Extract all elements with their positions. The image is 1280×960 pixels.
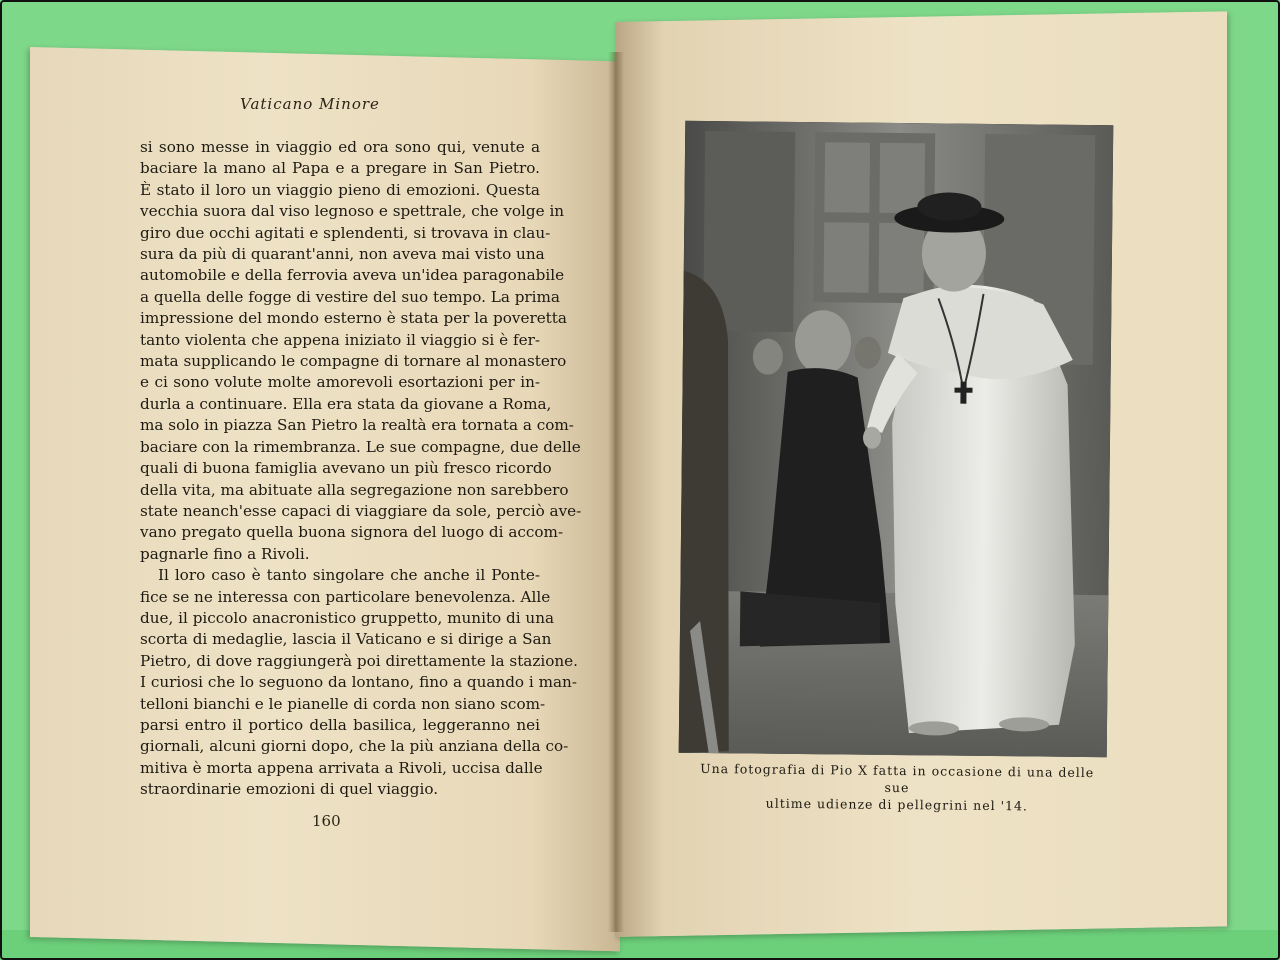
text-line: pagnarle fino a Rivoli.: [140, 544, 310, 563]
body-text: [140, 137, 582, 801]
text-line: fice se ne interessa con particolare benevolenza. Alle: [140, 587, 551, 606]
text-line: mata supplicando le compagne di tornare al monastero: [140, 352, 567, 371]
text-line: ma solo in piazza San Pietro la realtà era tornata a com-: [140, 416, 574, 435]
pope-photograph: [679, 121, 1114, 757]
text-line: automobile e della ferrovia aveva un'idea paragonabile: [140, 266, 565, 285]
text-line: vano pregato quella buona signora del luogo di accom-: [140, 523, 564, 542]
text-line: scorta di medaglie, lascia il Vaticano e si dirige a San: [140, 630, 552, 649]
text-line: parsi entro il portico della basilica, leggeranno nei: [140, 715, 540, 734]
text-line: straordinarie emozioni di quel viaggio.: [140, 780, 439, 799]
caption-line: ultime udienze di pellegrini nel '14.: [765, 795, 1029, 814]
book-gutter: [608, 52, 624, 932]
text-line: baciare la mano al Papa e a pregare in San Pietro.: [140, 159, 540, 178]
text-line: telloni bianchi e le pianelle di corda non siano scom-: [140, 694, 546, 713]
photograph-illustration: [679, 121, 1114, 757]
text-line: impressione del mondo esterno è stata per la poveretta: [140, 309, 567, 328]
text-line: giro due occhi agitati e splendenti, si trovava in clau-: [140, 223, 551, 242]
text-line: mitiva è morta appena arrivata a Rivoli, uccisa dalle: [140, 758, 543, 777]
text-line: della vita, ma abituate alla segregazione non sarebbero: [140, 480, 569, 499]
text-line: si sono messe in viaggio ed ora sono qui, venute a: [140, 138, 540, 156]
text-line: durla a continuare. Ella era stata da giovane a Roma,: [140, 394, 552, 413]
text-line: e ci sono volute molte amorevoli esortazioni per in-: [140, 373, 540, 392]
page-number: 160: [312, 812, 341, 830]
text-line: state neanch'esse capaci di viaggiare da sole, perciò ave-: [140, 501, 582, 520]
text-line: Pietro, di dove raggiungerà poi direttamente la stazione.: [140, 651, 578, 670]
photo-caption: [688, 760, 1107, 815]
text-line: vecchia suora dal viso legnoso e spettrale, che volge in: [140, 202, 565, 221]
text-line: giornali, alcuni giorni dopo, che la più anziana della co-: [140, 737, 569, 756]
text-line: tanto violenta che appena iniziato il viaggio si è fer-: [140, 330, 540, 349]
running-head: Vaticano Minore: [240, 95, 380, 113]
text-line: quali di buona famiglia avevano un più fresco ricordo: [140, 459, 552, 478]
caption-line: Una fotografia di Pio X fatta in occasione di una delle sue: [700, 760, 1095, 796]
text-line: I curiosi che lo seguono da lontano, fino a quando i man-: [140, 673, 577, 692]
text-line: a quella delle fogge di vestire del suo tempo. La prima: [140, 287, 560, 306]
text-line: È stato il loro un viaggio pieno di emozioni. Questa: [140, 180, 540, 199]
text-line: sura da più di quarant'anni, non aveva mai visto una: [140, 245, 545, 264]
text-line: Il loro caso è tanto singolare che anche il Ponte-: [158, 566, 540, 585]
text-line: baciare con la rimembranza. Le sue compagne, due delle: [140, 437, 581, 456]
text-line: due, il piccolo anacronistico gruppetto, munito di una: [140, 608, 555, 627]
